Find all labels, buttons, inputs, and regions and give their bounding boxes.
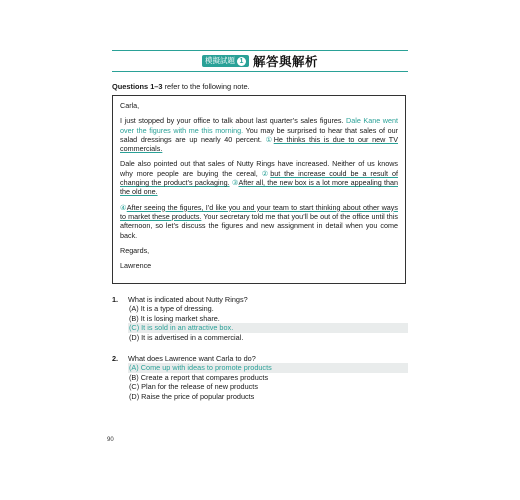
note-signature: Lawrence [120,261,152,271]
option-a-correct: (A) Come up with ideas to promote products [128,363,408,372]
note-paragraph-3 [120,203,398,240]
note-box [112,95,406,284]
option-b: (B) It is losing market share. [129,313,220,323]
question-1 [112,295,408,342]
badge-label: 模擬試題 [204,56,235,65]
test-badge [202,55,249,67]
option-d: (D) It is advertised in a commercial. [129,332,244,342]
p1-sentence-3: You may be surprised to hear that sales of our salad dressings are up nearly 40 percent. [120,125,398,144]
p2-underlined-2: After all, the new box is a lot more appealing than the old one. [120,178,398,197]
option-d: (D) Raise the price of popular products [129,391,255,401]
question-number: 2. [112,354,119,363]
intro-text: refer to the following note. [162,82,250,91]
p2-underlined-1: but the increase could be a result of changing the product’s packaging. [120,168,398,188]
option-a: (A) It is a type of dressing. [129,304,214,314]
p1-highlight: Dale Kane went over the figures with me this morning. [120,116,398,135]
p1-underlined: He thinks this is due to our new TV commercials. [120,134,398,154]
p3-underlined: After seeing the figures, I’d like you and your team to start thinking about other ways to market these products. [120,202,398,221]
header-top-rule [112,50,408,51]
question-number: 1. [112,295,119,304]
header-bottom-rule [112,71,408,72]
marker-2: ② [261,168,271,178]
p2-sentence-1: Dale also pointed out that sales of Nutty Rings have increased. Neither of us knows why more people are buying the cereal, [120,159,398,178]
marker-4: ④ [120,202,127,212]
question-2 [112,354,408,401]
note-greeting: Carla, [120,101,140,110]
section-header [112,53,408,69]
option-c-correct: (C) It is sold in an attractive box. [128,323,408,332]
section-title: 解答與解析 [252,55,318,69]
page-number: 90 [107,437,114,443]
p3-sentence-2: Your secretary told me that you’ll be out of the office until this afternoon, so let’s discuss the figures and new assignment in detail when you come back. [120,211,398,240]
note-paragraph-1 [120,116,398,153]
questions-intro [112,82,250,91]
marker-1: ① [265,134,274,144]
p1-sentence-1: I just stopped by your office to talk about last quarter’s sales figures. [120,116,347,126]
note-paragraph-2 [120,159,398,196]
option-c: (C) Plan for the release of new products [129,382,258,392]
note-closing: Regards, [120,245,150,255]
question-text: What does Lawrence want Carla to do? [128,354,256,363]
badge-number: 1 [237,57,246,66]
marker-3: ③ [231,178,239,188]
option-b: (B) Create a report that compares products [129,372,269,382]
question-text: What is indicated about Nutty Rings? [128,295,248,304]
questions-range: Questions 1–3 [112,82,163,91]
